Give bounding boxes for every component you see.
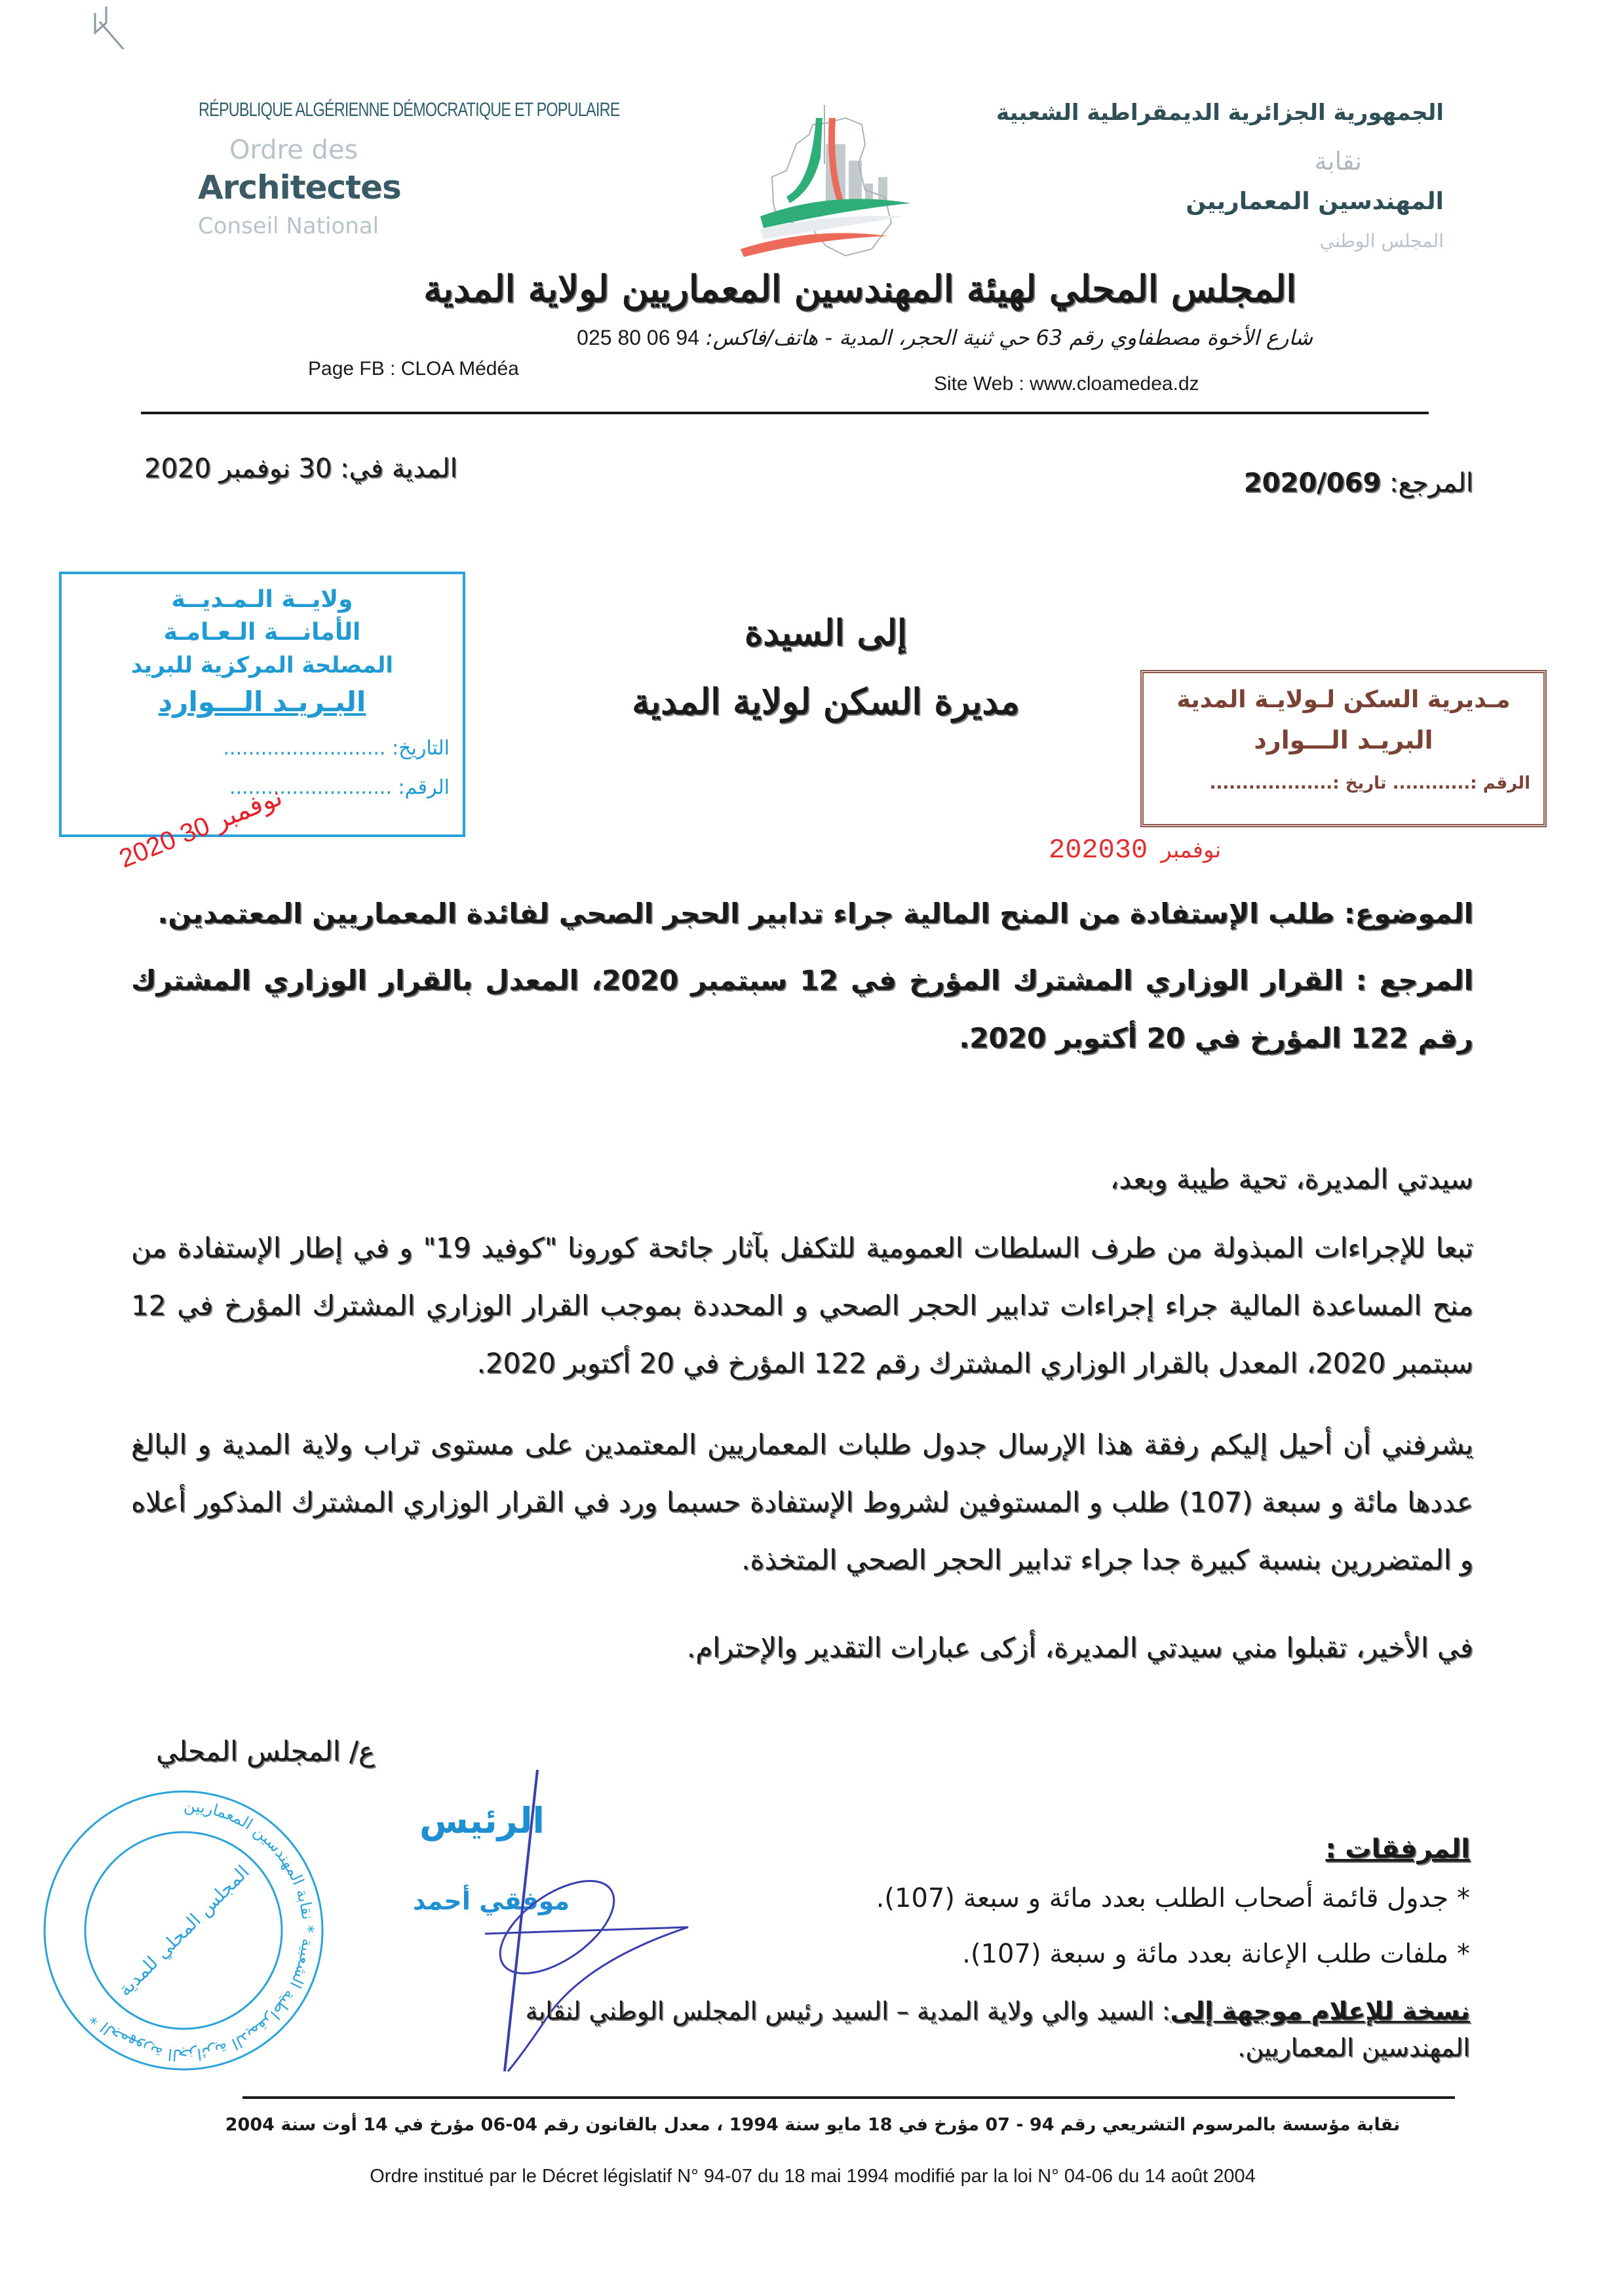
housing-directorate-reception-stamp <box>1140 670 1547 827</box>
council-round-seal <box>39 1786 328 2075</box>
conseil-national-label: Conseil National <box>198 213 379 239</box>
facebook-page: Page FB : CLOA Médéa <box>308 358 519 380</box>
letter-subject: الموضوع: طلب الإستفادة من المنح المالية جراء تدابير الحجر الصحي لفائدة المعماريين المعتمدين. <box>157 897 1473 929</box>
stamp-line-incoming-mail: البـريـد الـــوارد <box>158 686 366 718</box>
red-date-stamp-housing <box>1049 834 1241 867</box>
attachment-item: * جدول قائمة أصحاب الطلب بعدد مائة و سبعة (107). <box>876 1883 1470 1913</box>
stamp-line-housing-directorate: مـديرية السكن لـولايـة المدية <box>1176 686 1511 713</box>
council-title: المجلس المحلي لهيئة المهندسين المعماريين لولاية المدية <box>423 267 1296 311</box>
recipient-title: مديرة السكن لولاية المدية <box>632 680 1020 722</box>
letter-legal-reference: المرجع : القرار الوزاري المشترك المؤرخ في 12 سبتمبر 2020، المعدل بالقرار الوزاري المشترك رقم 122 المؤرخ في 20 أكتوبر 2020. <box>131 964 1474 1054</box>
niqaba-label: نقابة <box>1314 147 1362 176</box>
stamp-line-wilaya: ولايــة الـمـديــة <box>171 586 353 613</box>
stamp-date-label: التاريخ: <box>392 737 450 760</box>
ordre-des-label: Ordre des <box>229 135 358 165</box>
reference-number: 2020/069 <box>1243 468 1382 498</box>
architectes-label: Architectes <box>198 168 401 206</box>
recipient-salutation: إلى السيدة <box>744 612 907 654</box>
copy-to-line <box>435 1993 1470 2066</box>
architects-label-arabic: المهندسين المعماريين <box>1186 188 1444 215</box>
republic-name-french: RÉPUBLIQUE ALGÉRIENNE DÉMOCRATIQUE ET POPULAIRE <box>199 99 620 121</box>
red-date-day: 30 <box>1114 834 1148 866</box>
reference-label: المرجع: <box>1389 468 1473 498</box>
handwritten-margin-mark <box>92 3 131 49</box>
letter-date: المدية في: 30 نوفمبر 2020 <box>144 454 457 484</box>
stamp-number-dots: .......................... <box>229 776 392 799</box>
footer-legal-french: Ordre institué par le Décret législatif N° 94-07 du 18 mai 1994 modifié par la loi N° 04-06 du 14 août 2004 <box>370 2166 1256 2187</box>
order-of-architects-logo <box>714 98 950 262</box>
republic-name-arabic: الجمهورية الجزائرية الديمقراطية الشعبية <box>996 100 1444 126</box>
letter-greeting: سيدتي المديرة، تحية طيبة وبعد، <box>1110 1163 1473 1195</box>
letter-closing: في الأخير، تقبلوا مني سيدتي المديرة، أزكى عبارات التقدير والإحترام. <box>686 1632 1473 1664</box>
stamp-line-incoming-mail: البريـد الـــوارد <box>1254 726 1433 754</box>
letter-paragraph-2: يشرفني أن أحيل إليكم رفقة هذا الإرسال جدول طلبات المعماريين المعتمدين على مستوى تراب ولاية المدية و البالغ عددها مائة و سبعة (107) طلب و المستوفين لشروط الإستفادة حسبما ورد في القرار الوزاري المشترك المذكور أعلاه و المتضررين بنسبة كبيرة جدا جراء تدابير الحجر الصحي المتخذة. <box>131 1428 1473 1576</box>
red-date-stamp-wilaya: 2020 نوفمبر 30 <box>115 781 286 874</box>
president-name: موفقي أحمد <box>413 1887 570 1915</box>
copy-to-recipients: : السيد والي ولاية المدية – السيد رئيس المجلس الوطني لنقابة المهندسين المعماريين. <box>525 1997 1470 2062</box>
on-behalf-of-council: ع/ المجلس المحلي <box>156 1735 375 1767</box>
red-date-month: نوفمبر <box>1161 837 1222 863</box>
address: شارع الأخوة مصطفاوي رقم 63 حي ثنية الحجر، المدية - هاتف/فاكس: <box>706 325 1313 350</box>
header-divider <box>141 412 1429 414</box>
footer-legal-arabic: نقابة مؤسسة بالمرسوم التشريعي رقم 94 - 07 مؤرخ في 18 مايو سنة 1994 ، معدل بالقانون رقم 04-06 مؤرخ في 14 أوت سنة 2004 <box>225 2115 1401 2135</box>
letter-paragraph-1: تبعا للإجراءات المبذولة من طرف السلطات العمومية للتكفل بآثار جائحة كورونا "كوفيد 19" و في إطار الإستفادة من منح المساعدة المالية جراء إجراءات تدابير الحجر الصحي و المحددة بموجب القرار الوزاري المشترك المؤرخ في 12 سبتمبر 2020، المعدل بالقرار الوزاري المشترك رقم 122 المؤرخ في 20 أكتوبر 2020. <box>131 1232 1473 1379</box>
stamp-date-dots: .......................... <box>223 737 386 760</box>
stamp-line-general-secretariat: الأمانـــة الـعـامـة <box>163 619 361 646</box>
website: Site Web : www.cloamedea.dz <box>934 373 1199 395</box>
national-council-label-arabic: المجلس الوطني <box>1319 230 1444 252</box>
attachment-item: * ملفات طلب الإعانة بعدد مائة و سبعة (107). <box>962 1939 1470 1969</box>
red-date-year: 2020 <box>1049 834 1115 866</box>
stamp-number-label: الرقم: <box>398 776 450 799</box>
stamp-number-date-fields: الرقم :............ تاريخ :................... <box>1209 773 1530 793</box>
stamp-date-field <box>75 735 450 762</box>
footer-divider <box>242 2096 1455 2099</box>
phone-number: 025 80 06 94 <box>577 326 699 349</box>
letter-reference <box>1244 467 1473 499</box>
president-title: الرئيس <box>419 1800 545 1841</box>
stamp-line-central-mail-service: المصلحة المركزية للبريد <box>130 652 394 678</box>
seal-outer-text: الجمهورية الجزائرية الديمقراطية الشعبية * نقابة المهندسين المعماريين * <box>86 1796 318 2065</box>
copy-to-label: نسخة للإعلام موجهة إلى <box>1170 1997 1470 2025</box>
address-row <box>577 323 1313 353</box>
attachments-title: المرفقات : <box>1325 1834 1470 1864</box>
seal-inner-text: المجلس المحلي للمدية <box>113 1860 254 2001</box>
